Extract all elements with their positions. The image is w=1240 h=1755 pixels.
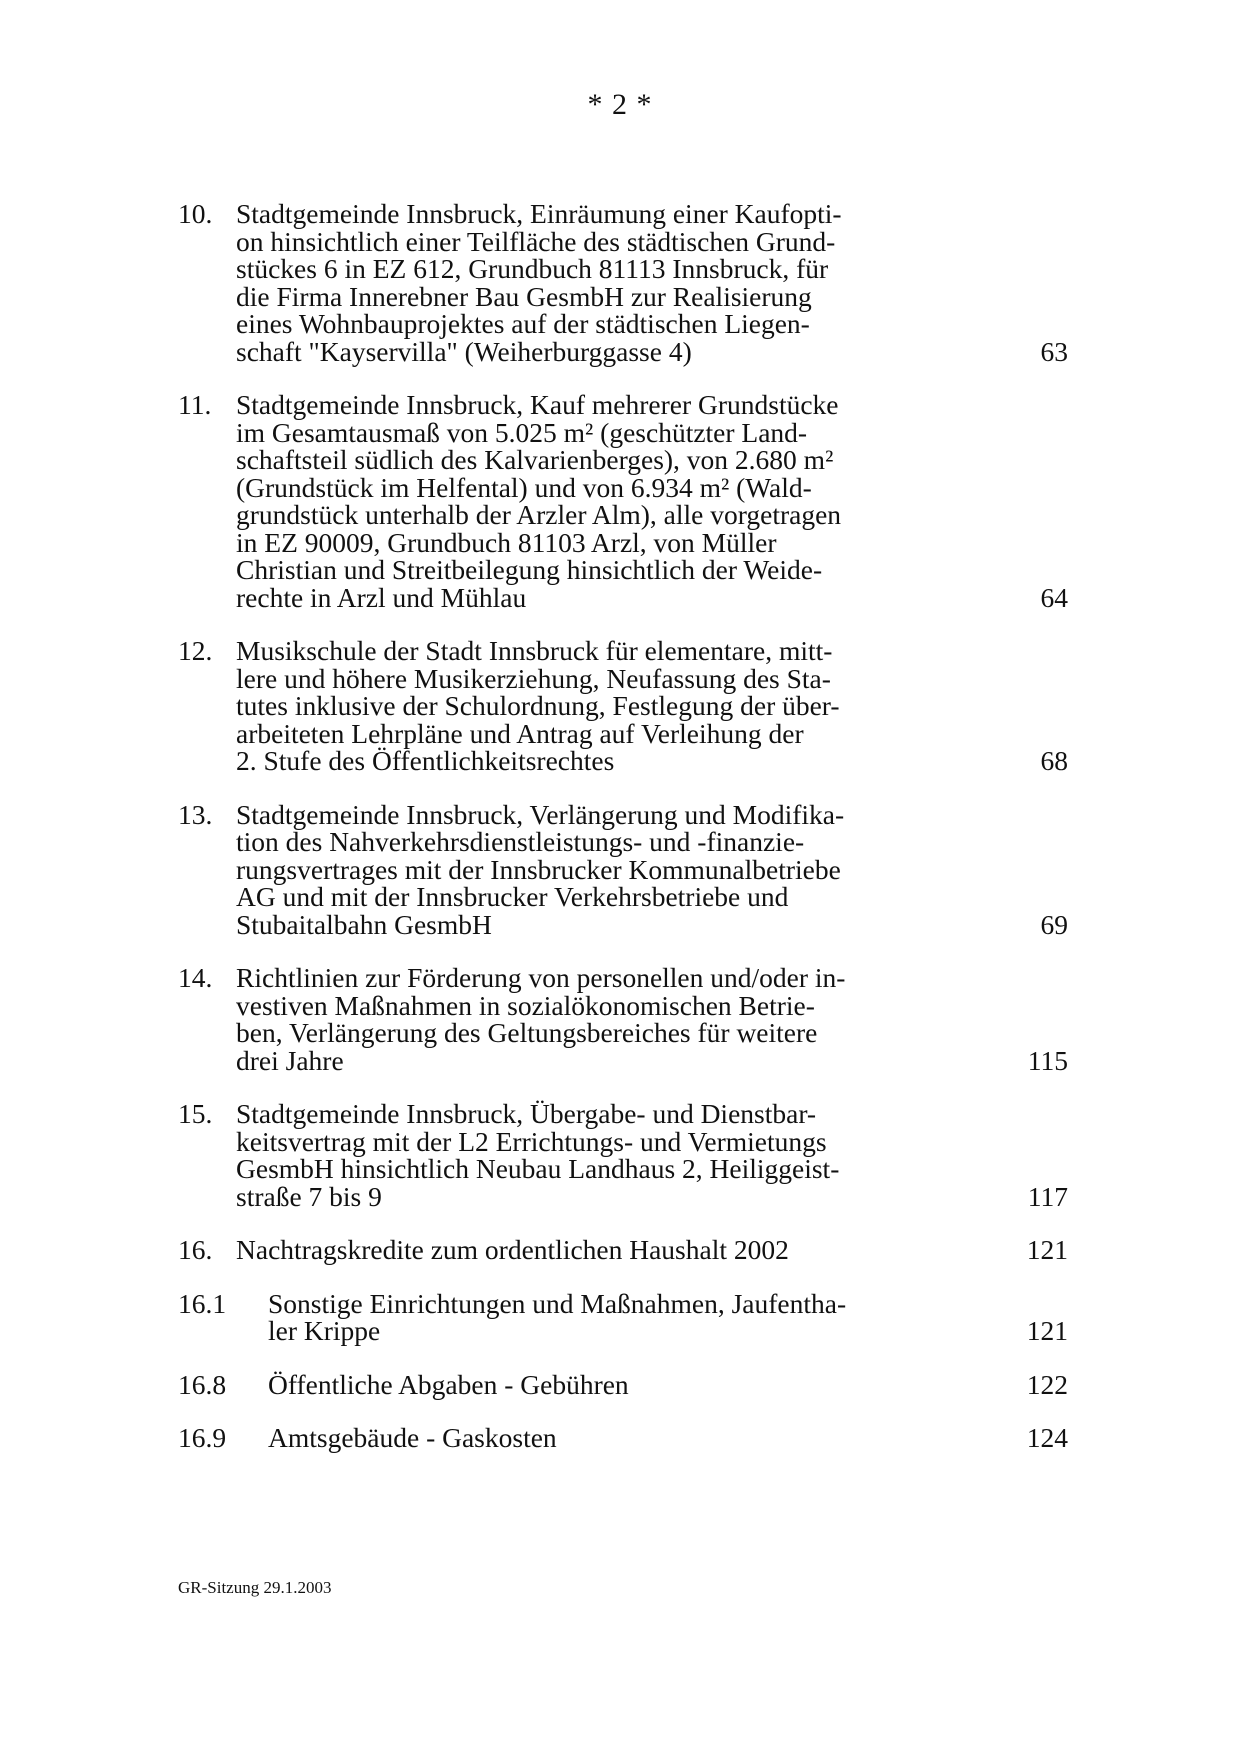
toc-entry-title-line: Richtlinien zur Förderung von personellen und/oder in-: [236, 962, 846, 993]
toc-entry-page: 121: [1026, 1234, 1068, 1265]
toc-entry-title-line: Stadtgemeinde Innsbruck, Übergabe- und Dienstbar-: [236, 1098, 817, 1129]
toc-entry: [178, 1368, 1068, 1400]
toc-entry-title-line: lere und höhere Musikerziehung, Neufassung des Sta-: [236, 662, 831, 694]
toc-entry-page: 124: [1026, 1422, 1068, 1453]
toc-entry-title-line: eines Wohnbauprojektes auf der städtischen Liegen-: [236, 308, 810, 339]
toc-entry-title-line: stückes 6 in EZ 612, Grundbuch 81113 Innsbruck, für: [236, 253, 829, 284]
toc-entry-title-line: Musikschule der Stadt Innsbruck für elementare, mitt-: [236, 635, 833, 666]
toc-entry-title-line: tion des Nahverkehrsdienstleistungs- und -finanzie-: [236, 826, 805, 857]
toc-entry-title-line: Stubaitalbahn GesmbH: [236, 908, 492, 940]
toc-entry-title-line: ben, Verlängerung des Geltungsbereiches für weitere: [236, 1017, 818, 1048]
toc-entry: [178, 637, 1068, 775]
page-number: * 2 *: [587, 88, 653, 121]
toc-entry: [178, 1100, 1068, 1210]
toc-entry-title: [236, 637, 876, 775]
toc-entry-title-line: GesmbH hinsichtlich Neubau Landhaus 2, Heiliggeist-: [236, 1153, 840, 1184]
toc-entry: [178, 1287, 1068, 1346]
toc-entry-number: 13.: [178, 798, 213, 830]
toc-entry: [178, 1236, 1068, 1264]
table-of-contents: [178, 200, 1068, 1478]
toc-entry-title-line: arbeiteten Lehrpläne und Antrag auf Verleihung der: [236, 717, 804, 749]
toc-entry-page: 122: [1026, 1368, 1068, 1400]
toc-entry-title-line: on hinsichtlich einer Teilfläche des städtischen Grund-: [236, 225, 836, 257]
toc-entry-number: 16.: [178, 1234, 213, 1265]
toc-entry-page: 68: [1040, 745, 1068, 776]
toc-entry-title: [236, 964, 876, 1074]
toc-entry-title-line: Amtsgebäude - Gaskosten: [268, 1422, 557, 1453]
toc-entry-title: [236, 200, 876, 365]
toc-entry-title-line: schaftsteil südlich des Kalvarienberges), von 2.680 m²: [236, 444, 834, 475]
toc-entry-number: 14.: [178, 962, 213, 993]
toc-entry-title-line: tutes inklusive der Schulordnung, Festlegung der über-: [236, 690, 840, 721]
toc-entry: [178, 798, 1068, 940]
toc-entry-title-line: ler Krippe: [268, 1315, 381, 1346]
toc-entry-title-line: Sonstige Einrichtungen und Maßnahmen, Jaufentha-: [268, 1287, 847, 1319]
toc-entry: [178, 391, 1068, 611]
toc-entry-title: [268, 1287, 876, 1346]
toc-entry-title-line: Stadtgemeinde Innsbruck, Einräumung einer Kaufopti-: [236, 198, 842, 229]
toc-entry-title-line: AG und mit der Innsbrucker Verkehrsbetriebe und: [236, 881, 789, 912]
toc-entry-title: [236, 1100, 876, 1210]
toc-entry-number: 16.8: [178, 1368, 227, 1400]
toc-entry-title-line: keitsvertrag mit der L2 Errichtungs- und Vermietungs: [236, 1125, 827, 1157]
toc-entry-number: 10.: [178, 198, 213, 229]
toc-entry-title-line: Nachtragskredite zum ordentlichen Haushalt 2002: [236, 1234, 789, 1265]
toc-entry-page: 121: [1026, 1315, 1068, 1346]
toc-entry-title-line: schaft "Kayservilla" (Weiherburggasse 4): [236, 335, 692, 367]
toc-entry-title: [268, 1368, 876, 1400]
toc-entry-title-line: Christian und Streitbeilegung hinsichtlich der Weide-: [236, 554, 823, 585]
toc-entry-title: [236, 1236, 876, 1264]
toc-entry-page: 117: [1027, 1180, 1068, 1212]
toc-entry: [178, 964, 1068, 1074]
footer-session-date: GR-Sitzung 29.1.2003: [178, 1578, 332, 1597]
toc-entry-title-line: in EZ 90009, Grundbuch 81103 Arzl, von Müller: [236, 526, 777, 558]
toc-entry-title-line: die Firma Innerebner Bau GesmbH zur Realisierung: [236, 280, 812, 312]
toc-entry-title-line: straße 7 bis 9: [236, 1180, 382, 1212]
toc-entry-title-line: rechte in Arzl und Mühlau: [236, 581, 527, 613]
toc-entry-title: [236, 798, 876, 940]
toc-entry: [178, 1424, 1068, 1452]
toc-entry-page: 69: [1040, 908, 1068, 940]
toc-entry-title-line: vestiven Maßnahmen in sozialökonomischen Betrie-: [236, 989, 815, 1021]
toc-entry-title-line: Stadtgemeinde Innsbruck, Kauf mehrerer Grundstücke: [236, 389, 839, 420]
toc-entry-title-line: grundstück unterhalb der Arzler Alm), alle vorgetragen: [236, 499, 842, 530]
toc-entry: [178, 200, 1068, 365]
toc-entry-title-line: Öffentliche Abgaben - Gebühren: [268, 1368, 629, 1400]
toc-entry-page: 115: [1027, 1044, 1068, 1076]
toc-entry-number: 16.9: [178, 1422, 227, 1453]
toc-entry-number: 16.1: [178, 1287, 227, 1319]
toc-entry-title-line: 2. Stufe des Öffentlichkeitsrechtes: [236, 745, 615, 776]
toc-entry-title: [268, 1424, 876, 1452]
toc-entry-title-line: (Grundstück im Helfental) und von 6.934 m² (Wald-: [236, 471, 812, 503]
toc-entry-page: 64: [1040, 581, 1068, 613]
toc-entry-title: [236, 391, 876, 611]
toc-entry-number: 12.: [178, 635, 213, 666]
toc-entry-number: 11.: [178, 389, 212, 420]
toc-entry-number: 15.: [178, 1098, 213, 1129]
toc-entry-title-line: im Gesamtausmaß von 5.025 m² (geschützter Land-: [236, 416, 808, 448]
toc-entry-title-line: drei Jahre: [236, 1044, 344, 1076]
toc-entry-page: 63: [1040, 335, 1068, 367]
toc-entry-title-line: rungsvertrages mit der Innsbrucker Kommunalbetriebe: [236, 853, 841, 885]
toc-entry-title-line: Stadtgemeinde Innsbruck, Verlängerung und Modifika-: [236, 798, 845, 830]
